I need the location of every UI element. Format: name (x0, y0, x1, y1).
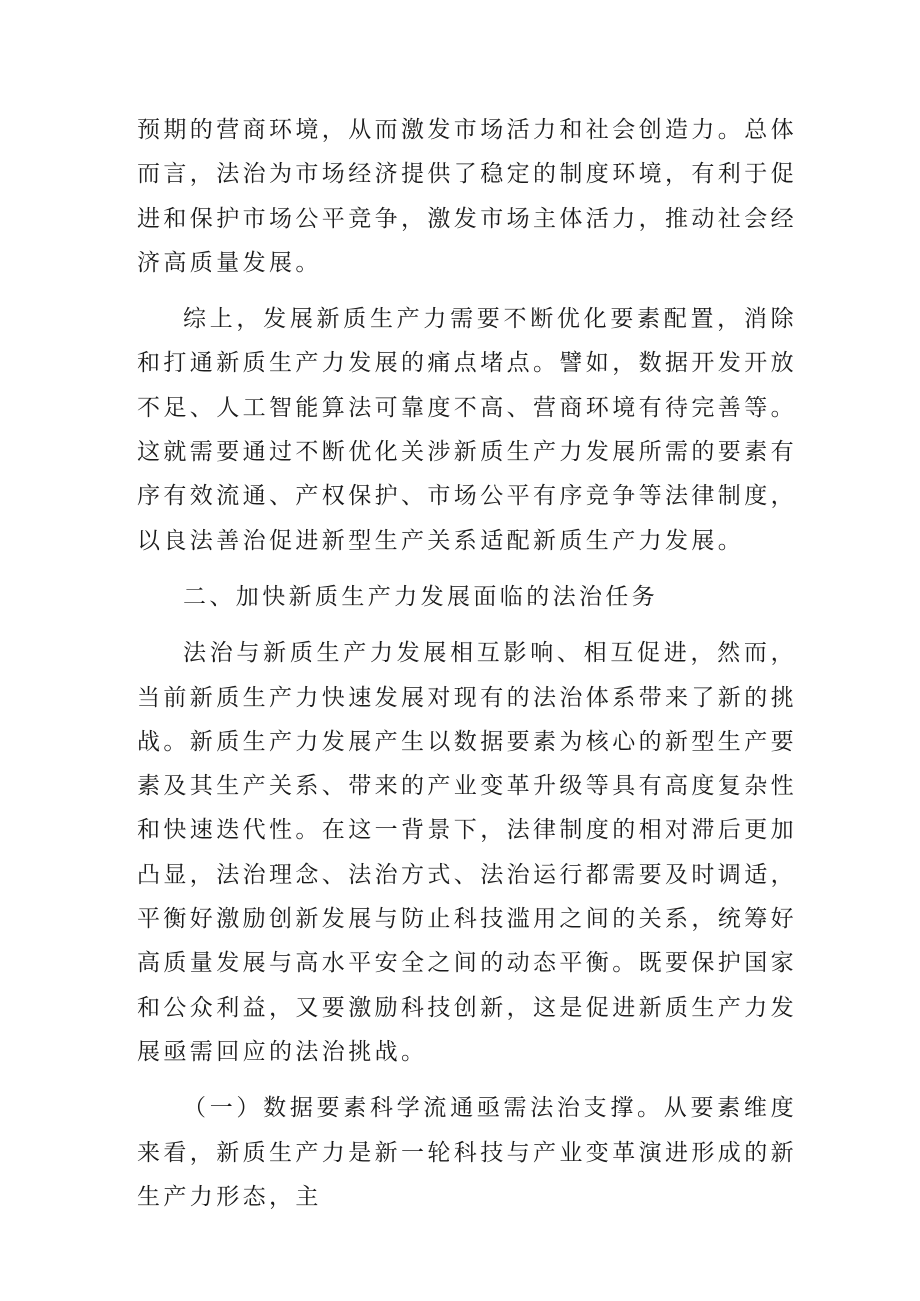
paragraph-challenges: 法治与新质生产力发展相互影响、相互促进，然而，当前新质生产力快速发展对现有的法治体系带来了新的挑战。新质生产力发展产生以数据要素为核心的新型生产要素及其生产关系、带来的产业变革升级等具有高度复杂性和快速迭代性。在这一背景下，法律制度的相对滞后更加凸显，法治理念、法治方式、法治运行都需要及时调适，平衡好激励创新发展与防止科技滥用之间的关系，统筹好高质量发展与高水平安全之间的动态平衡。既要保护国家和公众利益，又要激励科技创新，这是促进新质生产力发展亟需回应的法治挑战。 (137, 640, 797, 1065)
document-body (137, 108, 797, 1231)
section-heading: 二、加快新质生产力发展面临的法治任务 (183, 583, 659, 610)
paragraph-continuation: 预期的营商环境，从而激发市场活力和社会创造力。总体而言，法治为市场经济提供了稳定的制度环境，有利于促进和保护市场公平竞争，激发市场主体活力，推动社会经济高质量发展。 (137, 117, 797, 276)
paragraph-summary: 综上，发展新质生产力需要不断优化要素配置，消除和打通新质生产力发展的痛点堵点。譬如，数据开发开放不足、人工智能算法可靠度不高、营商环境有待完善等。这就需要通过不断优化关涉新质生产力发展所需的要素有序有效流通、产权保护、市场公平有序竞争等法律制度，以良法善治促进新型生产关系适配新质生产力发展。 (137, 306, 797, 554)
paragraph-data-factors: （一）数据要素科学流通亟需法治支撑。从要素维度来看，新质生产力是新一轮科技与产业变革演进形成的新生产力形态，主 (137, 1095, 797, 1210)
